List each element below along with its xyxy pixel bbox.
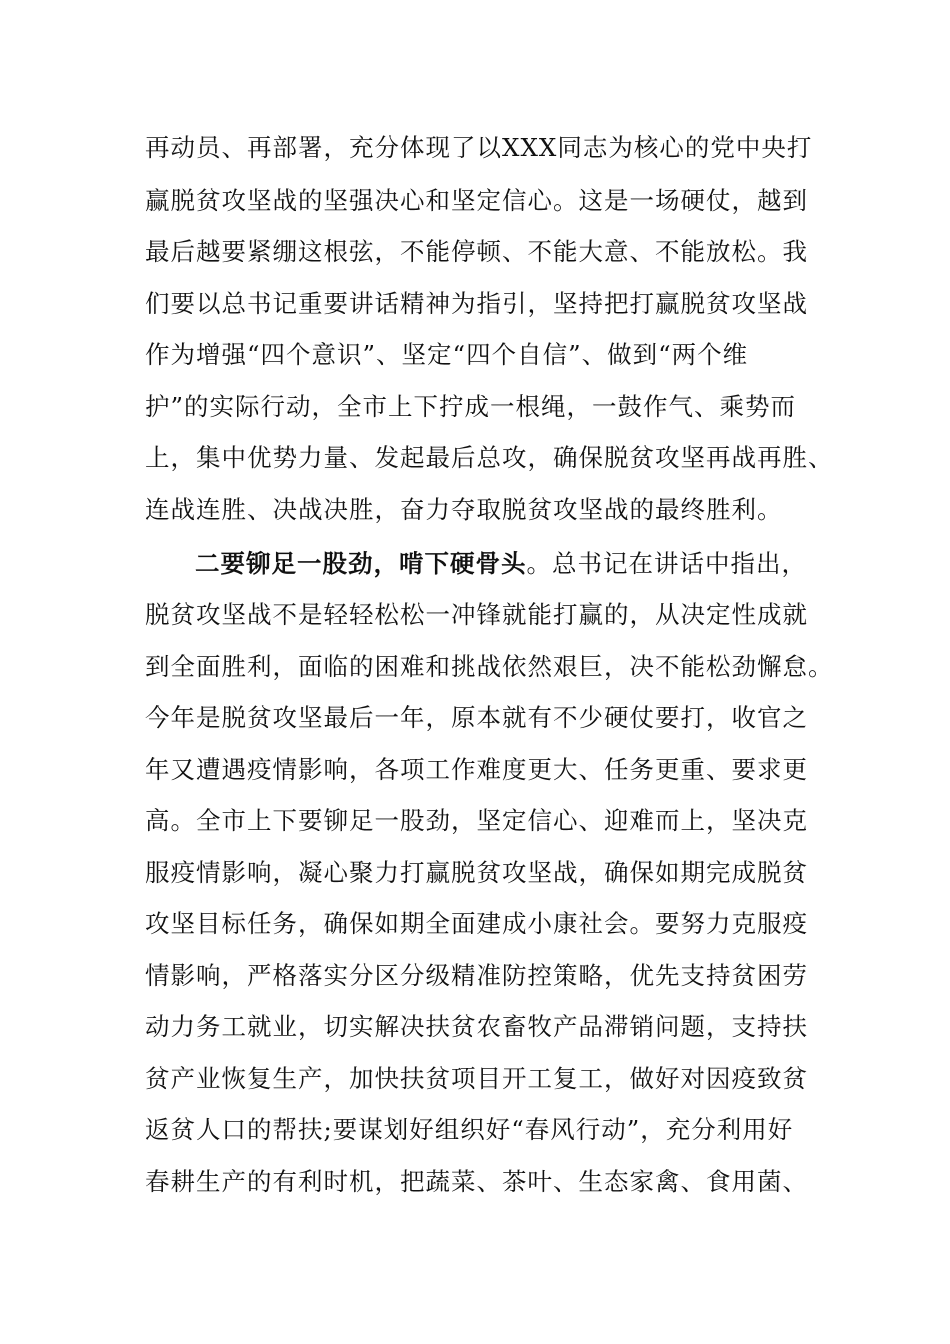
paragraph-1-line-2: 赢脱贫攻坚战的坚强决心和坚定信心。这是一场硬仗，越到 (145, 186, 808, 215)
paragraph-1-line-3: 最后越要紧绷这根弦，不能停顿、不能大意、不能放松。我 (145, 237, 808, 266)
paragraph-2-line-5: 年又遭遇疫情影响，各项工作难度更大、任务更重、要求更 (145, 755, 808, 784)
paragraph-2-line-2: 脱贫攻坚战不是轻轻松松一冲锋就能打赢的，从决定性成就 (145, 600, 808, 629)
paragraph-1-line-1: 再动员、再部署，充分体现了以XXX同志为核心的党中央打 (145, 133, 813, 162)
paragraph-1-line-4: 们要以总书记重要讲话精神为指引，坚持把打赢脱贫攻坚战 (145, 289, 808, 318)
paragraph-2-line-3: 到全面胜利，面临的困难和挑战依然艰巨，决不能松劲懈怠。 (145, 652, 834, 681)
paragraph-2-line-1 (195, 548, 807, 580)
paragraph-2-line-10: 动力务工就业，切实解决扶贫农畜牧产品滞销问题，支持扶 (145, 1012, 808, 1041)
paragraph-1-line-5: 作为增强“四个意识”、坚定“四个自信”、做到“两个维 (145, 340, 749, 369)
paragraph-2-line-12: 返贫人口的帮扶;要谋划好组织好“春风行动”，充分利用好 (145, 1115, 794, 1144)
paragraph-2-line-7: 服疫情影响，凝心聚力打赢脱贫攻坚战，确保如期完成脱贫 (145, 858, 808, 887)
paragraph-1-line-7: 上，集中优势力量、发起最后总攻，确保脱贫攻坚再战再胜、 (145, 443, 834, 472)
paragraph-2-line-6: 高。全市上下要铆足一股劲，坚定信心、迎难而上，坚决克 (145, 806, 808, 835)
paragraph-2-line-4: 今年是脱贫攻坚最后一年，原本就有不少硬仗要打，收官之 (145, 703, 808, 732)
paragraph-2-first-line-rest: 。总书记在讲话中指出， (526, 549, 807, 578)
paragraph-2-line-11: 贫产业恢复生产，加快扶贫项目开工复工，做好对因疫致贫 (145, 1064, 808, 1093)
paragraph-1-line-8: 连战连胜、决战决胜，奋力夺取脱贫攻坚战的最终胜利。 (145, 495, 783, 524)
paragraph-2-line-9: 情影响，严格落实分区分级精准防控策略，优先支持贫困劳 (145, 961, 808, 990)
paragraph-2-line-8: 攻坚目标任务，确保如期全面建成小康社会。要努力克服疫 (145, 909, 808, 938)
paragraph-2-line-13: 春耕生产的有利时机，把蔬菜、茶叶、生态家禽、食用菌、 (145, 1167, 808, 1196)
paragraph-2-heading: 二要铆足一股劲，啃下硬骨头 (195, 549, 527, 578)
paragraph-1-line-6: 护”的实际行动，全市上下拧成一根绳，一鼓作气、乘势而 (145, 392, 797, 421)
